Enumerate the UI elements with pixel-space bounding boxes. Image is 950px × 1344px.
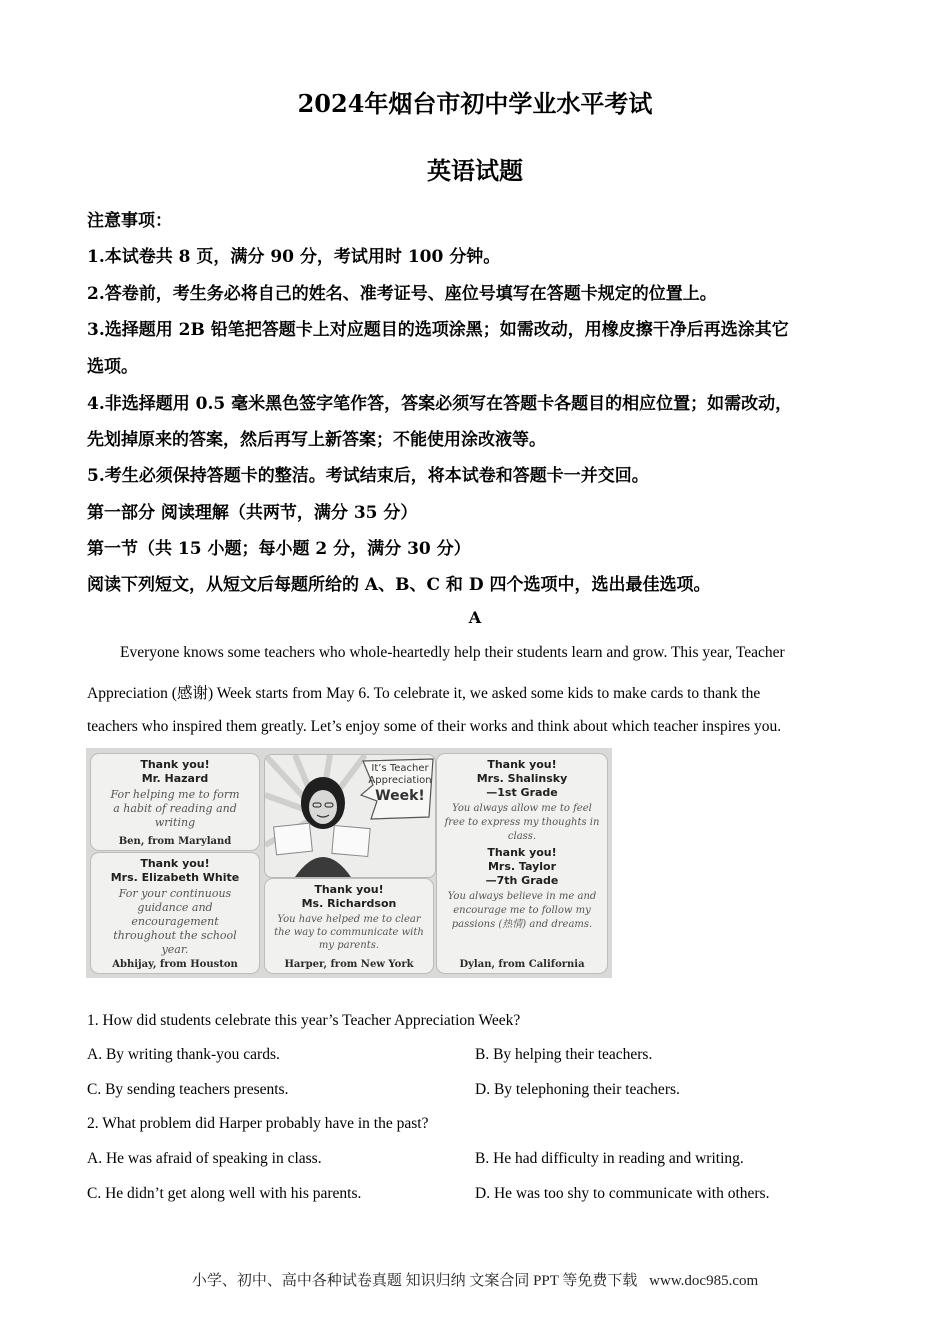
card-from: Dylan, from California — [459, 959, 585, 970]
card-message — [271, 913, 427, 952]
option-b: B. He had difficulty in reading and writing. — [475, 1150, 744, 1167]
card-thanks: Thank you! — [314, 883, 384, 896]
card-teacher-name: Mrs. Taylor — [487, 860, 557, 873]
option-c: C. He didn’t get along well with his parents. — [87, 1185, 362, 1202]
card-hazard — [90, 753, 260, 851]
card-message-line: passions (热情) and dreams. — [451, 919, 593, 930]
card-from: Harper, from New York — [284, 959, 414, 970]
notice-line: 3.选择题用 2B 铅笔把答题卡上对应题目的选项涂黑；如需改动，用橡皮擦干净后再选涂其它 — [87, 320, 789, 340]
banner-line: Appreciation — [368, 775, 432, 786]
notice-line: 4.非选择题用 0.5 毫米黑色签字笔作答，答案必须写在答题卡各题目的相应位置；如需改动， — [87, 394, 793, 414]
card-teacher-name: Mr. Hazard — [141, 772, 209, 785]
notice-line: 5.考生必须保持答题卡的整洁。考试结束后，将本试卷和答题卡一并交回。 — [87, 466, 649, 486]
option-a: A. By writing thank-you cards. — [87, 1046, 280, 1063]
card-grade: —7th Grade — [485, 874, 559, 887]
notice-line: 先划掉原来的答案，然后再写上新答案；不能使用涂改液等。 — [87, 430, 546, 450]
subject-title: 英语试题 — [427, 156, 523, 185]
card-thanks: Thank you! — [487, 758, 557, 771]
card-message-line: For your continuous — [118, 887, 232, 900]
card-message-line: a habit of reading and — [113, 802, 237, 815]
card-message-line: my parents. — [318, 940, 380, 951]
banner-text — [367, 763, 433, 805]
passage-letter: A — [468, 608, 482, 627]
card-message — [97, 887, 253, 957]
teacher-cards-image — [86, 748, 612, 978]
notice-line: 选项。 — [87, 357, 138, 377]
card-white — [90, 852, 260, 974]
footer-link[interactable]: www.doc985.com — [649, 1273, 759, 1289]
banner-line: It’s Teacher — [371, 763, 429, 774]
card-message-line: year. — [161, 943, 189, 956]
notice-heading: 注意事项： — [87, 211, 172, 231]
card-thanks: Thank you! — [140, 758, 210, 771]
exam-title: 2024年烟台市初中学业水平考试 — [297, 89, 653, 118]
card-message-line: You have helped me to clear — [277, 914, 421, 925]
question-stem: 1. How did students celebrate this year’s Teacher Appreciation Week? — [87, 1012, 521, 1029]
card-message — [443, 802, 601, 844]
card-message-line: the way to communicate with — [274, 927, 424, 938]
card-message-line: You always believe in me and — [447, 891, 597, 902]
card-teacher-name: Ms. Richardson — [301, 897, 397, 910]
card-message — [97, 788, 253, 830]
instruction: 阅读下列短文，从短文后每题所给的 A、B、C 和 D 四个选项中，选出最佳选项。 — [87, 575, 711, 595]
card-message-line: encourage me to follow my — [453, 905, 591, 916]
card-from: Abhijay, from Houston — [112, 959, 238, 970]
card-from: Ben, from Maryland — [118, 836, 232, 847]
card-message-line: throughout the school — [113, 929, 237, 942]
passage-line: Appreciation (感谢) Week starts from May 6. To celebrate it, we asked some kids to make cards to thank the — [87, 685, 761, 702]
card-message-line: class. — [507, 831, 537, 842]
option-c: C. By sending teachers presents. — [87, 1081, 289, 1098]
option-a: A. He was afraid of speaking in class. — [87, 1150, 322, 1167]
card-grade: —1st Grade — [486, 786, 558, 799]
card-message-line: free to express my thoughts in — [444, 817, 600, 828]
card-banner — [264, 754, 436, 878]
card-teacher-name: Mrs. Elizabeth White — [110, 871, 240, 884]
card-message-line: For helping me to form — [110, 788, 240, 801]
card-message-line: encouragement — [131, 915, 219, 928]
option-b: B. By helping their teachers. — [475, 1046, 653, 1063]
passage-line: Everyone knows some teachers who whole-heartedly help their students learn and grow. This year, Teacher — [120, 644, 785, 661]
card-message-line: guidance and — [137, 901, 213, 914]
option-d: D. He was too shy to communicate with others. — [475, 1185, 770, 1202]
notice-line: 1.本试卷共 8 页，满分 90 分，考试用时 100 分钟。 — [87, 247, 501, 267]
card-message — [443, 890, 601, 932]
card-shalinsky-taylor — [436, 753, 608, 974]
passage-line: teachers who inspired them greatly. Let’s enjoy some of their works and think about which teacher inspires you. — [87, 718, 782, 735]
footer-text: 小学、初中、高中各种试卷真题 知识归纳 文案合同 PPT 等免费下载 — [191, 1273, 638, 1289]
section-title: 第一节（共 15 小题；每小题 2 分，满分 30 分） — [87, 539, 471, 559]
banner-line: Week! — [375, 788, 425, 804]
part-title: 第一部分 阅读理解（共两节，满分 35 分） — [87, 503, 418, 523]
option-d: D. By telephoning their teachers. — [475, 1081, 680, 1098]
card-message-line: writing — [154, 816, 196, 829]
footer — [0, 1269, 950, 1290]
card-message-line: You always allow me to feel — [452, 803, 592, 814]
card-teacher-name: Mrs. Shalinsky — [476, 772, 568, 785]
card-thanks: Thank you! — [140, 857, 210, 870]
card-richardson — [264, 878, 434, 974]
notice-line: 2.答卷前，考生务必将自己的姓名、准考证号、座位号填写在答题卡规定的位置上。 — [87, 284, 717, 304]
question-stem: 2. What problem did Harper probably have in the past? — [87, 1115, 429, 1132]
card-thanks: Thank you! — [487, 846, 557, 859]
